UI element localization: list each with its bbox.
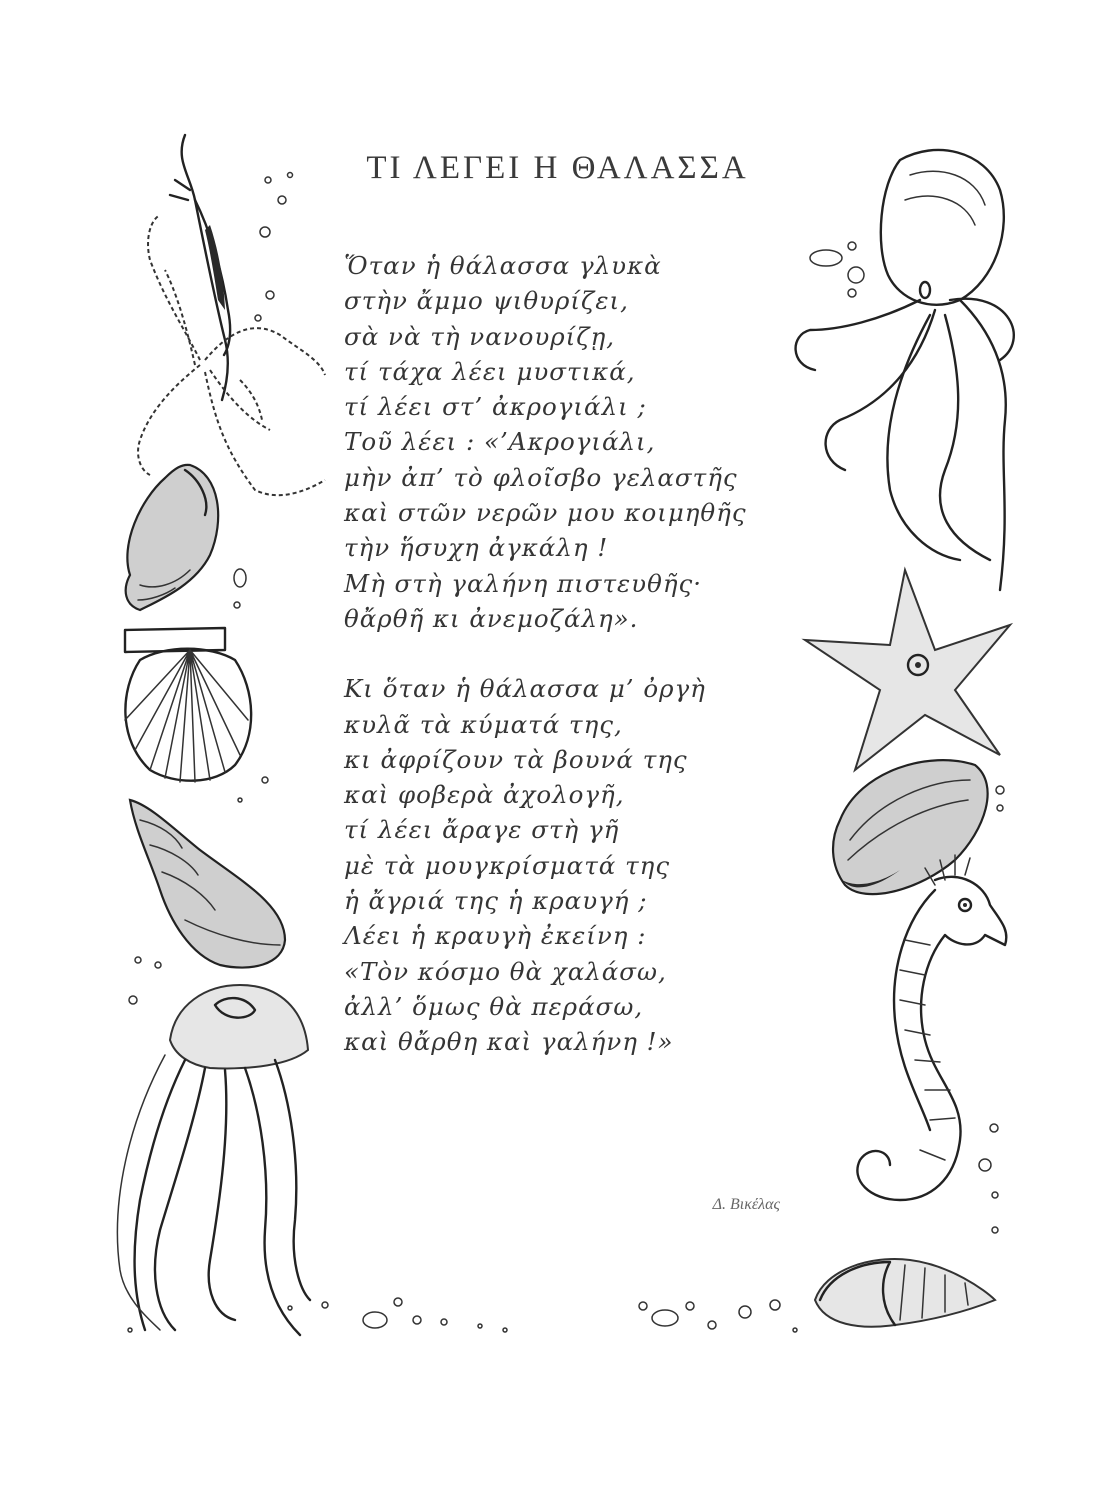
poem-line: Λέει ἡ κραυγὴ ἐκείνη : xyxy=(344,921,647,951)
poem-line: μὴν ἀπ’ τὸ φλοῖσβο γελαστῆς xyxy=(344,462,738,492)
seahorse-icon xyxy=(857,855,1006,1200)
snail-shell-icon xyxy=(130,800,285,968)
starfish-outline-icon xyxy=(138,215,325,495)
poem-line: τί λέει ἄραγε στὴ γῆ xyxy=(344,815,620,845)
poem-line: Κι ὅταν ἡ θάλασσα μ’ ὀργὴ xyxy=(344,674,706,704)
poem-line: καὶ φοβερὰ ἀχολογῆ, xyxy=(344,780,625,810)
poem-line: Μὴ στὴ γαλήνη πιστευθῆς· xyxy=(344,568,703,598)
starfish-icon xyxy=(805,570,1010,770)
octopus-icon xyxy=(796,150,1014,590)
poem-title: ΤΙ ΛΕΓΕΙ Η ΘΑΛΑΣΣΑ xyxy=(366,150,749,187)
jellyfish-icon xyxy=(117,985,310,1335)
scallop-shell-icon xyxy=(125,628,251,782)
poem-line: καὶ στῶν νερῶν μου κοιμηθῆς xyxy=(344,498,747,528)
poem-line: Ὅταν ἡ θάλασσα γλυκὰ xyxy=(344,251,662,280)
poem-line: ἀλλ’ ὅμως θὰ περάσω, xyxy=(344,991,644,1021)
poem-line: Τοῦ λέει : «’Ακρογιάλι, xyxy=(344,427,656,457)
poem-line: τί λέει στ’ ἀκρογιάλι ; xyxy=(344,392,647,422)
poem-line: καὶ θἄρθη καὶ γαλήνη !» xyxy=(344,1027,674,1057)
poem-line: μὲ τὰ μουγκρίσματά της xyxy=(344,850,671,880)
whelk-shell-icon xyxy=(126,465,219,610)
poem-line: στὴν ἄμμο ψιθυρίζει, xyxy=(344,286,629,316)
poem-line: κυλᾶ τὰ κύματά της, xyxy=(344,709,623,739)
stanza-2 xyxy=(344,671,814,1059)
poem-line: τὴν ἥσυχη ἀγκάλη ! xyxy=(344,533,609,563)
conch-shell-icon xyxy=(815,1259,995,1327)
poem-line: θἄρθῆ κι ἀνεμοζάλη». xyxy=(344,603,639,633)
poem-line: σὰ νὰ τὴ νανουρίζῃ, xyxy=(344,321,616,351)
poem-line: τί τάχα λέει μυστικά, xyxy=(344,356,636,386)
poem-line: κι ἀφρίζουν τὰ βουνά της xyxy=(344,744,688,774)
poem-author: Δ. Βικέλας xyxy=(712,1196,780,1213)
poem-line: ἡ ἄγριά της ἡ κραυγή ; xyxy=(344,886,648,916)
clam-shell-icon xyxy=(833,760,988,894)
stanza-1 xyxy=(344,248,814,636)
seaweed-icon xyxy=(170,135,230,400)
poem-line: «Τὸν κόσμο θὰ χαλάσω, xyxy=(344,956,667,986)
poem-body xyxy=(344,248,814,1060)
